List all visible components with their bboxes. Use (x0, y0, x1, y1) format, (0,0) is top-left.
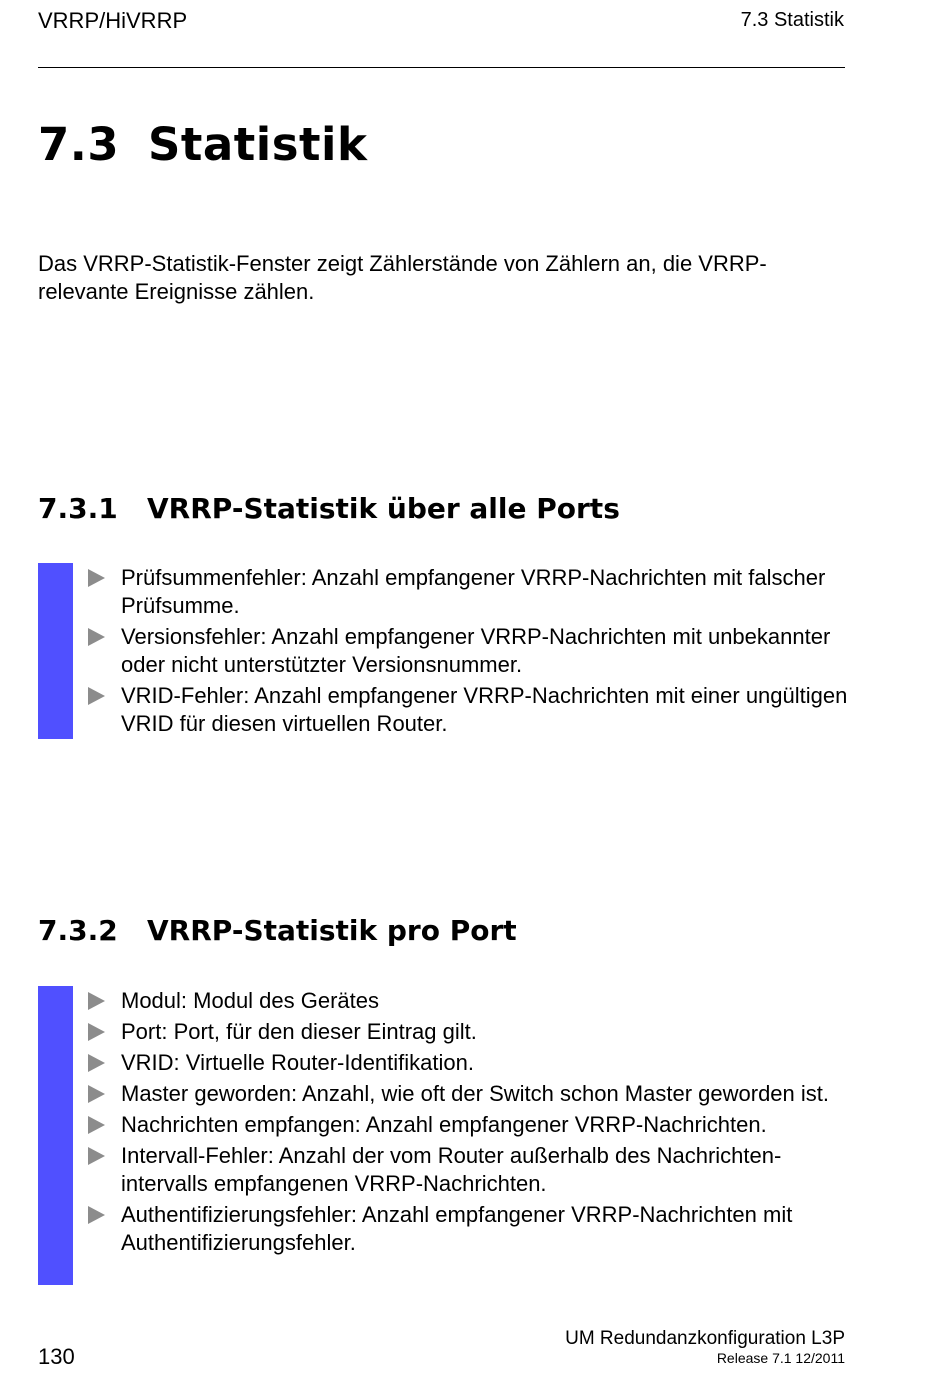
list-item-text: Nachrichten empfangen: Anzahl empfangener VRRP-Nachrichten. (121, 1112, 767, 1137)
list-item-text: Modul: Modul des Gerätes (121, 988, 380, 1013)
footer-release: Release 7.1 12/2011 (716, 1350, 845, 1366)
header-rule (38, 67, 845, 68)
triangle-bullet-icon (88, 628, 105, 646)
list-item (88, 1201, 848, 1257)
section-heading (38, 118, 367, 171)
change-bar-2 (38, 986, 73, 1285)
list-item-text: VRID-Fehler: Anzahl empfangener VRRP-Nachrichten mit einer ungültigen VRID für diesen virtuellen Router. (121, 683, 848, 736)
list-item-text: Versionsfehler: Anzahl empfangener VRRP-Nachrichten mit unbekannter oder nicht unterstützter Versionsnummer. (121, 624, 831, 677)
subsection-number-2: 7.3.2 (38, 914, 118, 947)
list-item (88, 682, 848, 738)
triangle-bullet-icon (88, 1206, 105, 1224)
list-item-text: Master geworden: Anzahl, wie oft der Switch schon Master geworden ist. (121, 1081, 830, 1106)
triangle-bullet-icon (88, 992, 105, 1010)
bullet-list-2 (88, 987, 848, 1260)
triangle-bullet-icon (88, 1147, 105, 1165)
list-item-text: Port: Port, für den dieser Eintrag gilt. (121, 1019, 477, 1044)
triangle-bullet-icon (88, 1116, 105, 1134)
list-item (88, 987, 848, 1015)
section-number: 7.3 (38, 118, 120, 171)
list-item (88, 1049, 848, 1077)
subsection-heading-1 (38, 492, 620, 525)
list-item (88, 1018, 848, 1046)
triangle-bullet-icon (88, 687, 105, 705)
subsection-title-1: VRRP-Statistik über alle Ports (147, 492, 620, 525)
list-item-text: Prüfsummenfehler: Anzahl empfangener VRRP-Nachrichten mit falscher Prüfsumme. (121, 565, 826, 618)
list-item-text: Intervall-Fehler: Anzahl der vom Router außerhalb des Nachrichten-intervalls empfangenen VRRP-Nachrichten. (121, 1143, 782, 1196)
list-item (88, 623, 848, 679)
bullet-list-1 (88, 564, 848, 741)
triangle-bullet-icon (88, 1023, 105, 1041)
footer-title: UM Redundanzkonfiguration L3P (565, 1328, 845, 1349)
running-header-left: VRRP/HiVRRP (38, 8, 188, 33)
list-item (88, 1142, 848, 1198)
triangle-bullet-icon (88, 569, 105, 587)
subsection-title-2: VRRP-Statistik pro Port (147, 914, 517, 947)
page-number: 130 (38, 1344, 75, 1369)
list-item-text: Authentifizierungsfehler: Anzahl empfangener VRRP-Nachrichten mit Authentifizierungsfehler. (121, 1202, 793, 1255)
list-item-text: VRID: Virtuelle Router-Identifikation. (121, 1050, 474, 1075)
triangle-bullet-icon (88, 1085, 105, 1103)
running-header-right: 7.3 Statistik (740, 9, 844, 31)
subsection-number-1: 7.3.1 (38, 492, 118, 525)
list-item (88, 1080, 848, 1108)
change-bar-1 (38, 563, 73, 739)
intro-paragraph: Das VRRP-Statistik-Fenster zeigt Zählerstände von Zählern an, die VRRP-relevante Ereignisse zählen. (38, 251, 767, 304)
triangle-bullet-icon (88, 1054, 105, 1072)
subsection-heading-2 (38, 914, 517, 947)
list-item (88, 1111, 848, 1139)
section-title: Statistik (148, 118, 368, 171)
list-item (88, 564, 848, 620)
